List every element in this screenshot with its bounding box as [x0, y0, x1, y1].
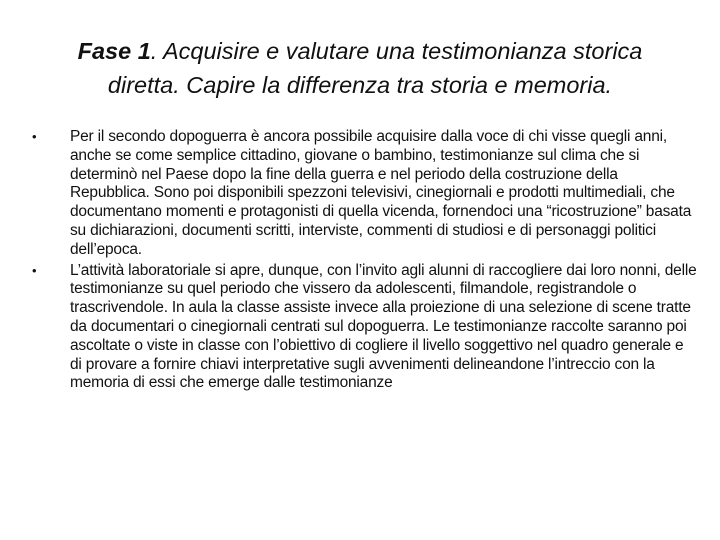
bullet-icon: • — [32, 129, 37, 144]
slide-title — [40, 34, 680, 102]
bullet-text: Per il secondo dopoguerra è ancora possibile acquisire dalla voce di chi visse quegli anni, anche se come semplice cittadino, giovane o bambino, testimonianze sul clima che si determinò nel Paese dopo la fine della guerra e nel periodo della costruzione della Repubblica. Sono poi disponibili spezzoni televisivi, cinegiornali e prodotti multimediali, che documentano momenti e protagonisti di quella vicenda, fornendoci una “ricostruzione” basata su dichiarazioni, documenti scritti, interviste, commenti di studiosi e di personaggi politici dell’epoca. — [70, 128, 692, 258]
list-item — [30, 128, 698, 260]
bullet-list — [30, 128, 698, 395]
title-lead: Fase 1 — [77, 38, 151, 64]
title-rest: . Acquisire e valutare una testimonianza storica diretta. Capire la differenza tra storia e memoria. — [107, 38, 643, 98]
list-item — [30, 262, 698, 394]
bullet-icon: • — [32, 262, 37, 278]
bullet-text: L’attività laboratoriale si apre, dunque, con l’invito agli alunni di raccogliere dai loro nonni, delle testimonianze su quel periodo che vissero da adolescenti, filmandole, registrandole o trascrivendole. In aula la classe assiste invece alla proiezione di una selezione di scene tratte da documentari o cinegiornali centrati sul dopoguerra. Le testimonianze raccolte saranno poi ascoltate o viste in classe con l’obiettivo di cogliere il livello soggettivo nel quadro generale e di provare a fornire chiavi interpretative sugli avvenimenti delineandone l’intreccio con la memoria di essi che emerge dalle testimonianze — [70, 261, 697, 392]
